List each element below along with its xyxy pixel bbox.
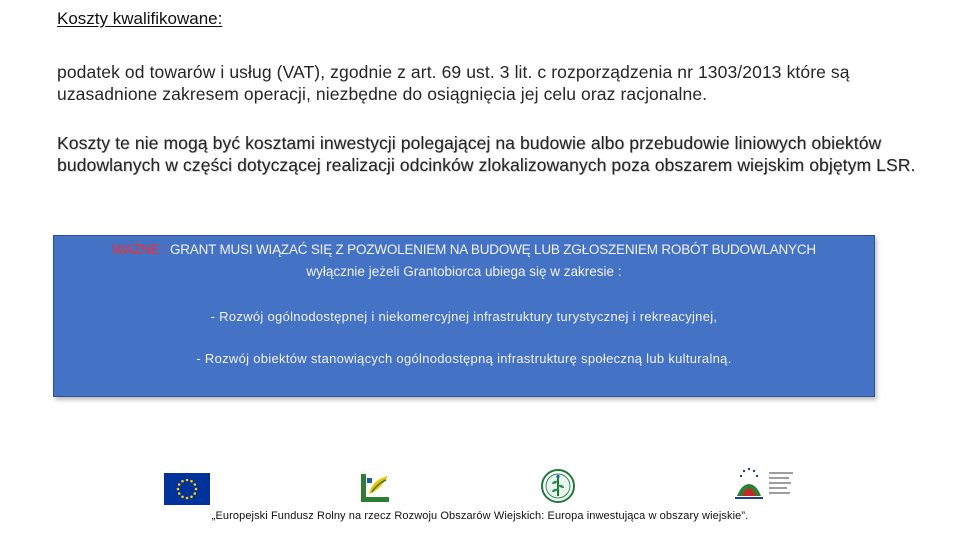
info-box-item-social: - Rozwój obiektów stanowiących ogólnodostępną infrastrukturę społeczną lub kulturalną. <box>196 351 732 366</box>
info-box-item-tourism: - Rozwój ogólnodostępnej i niekomercyjnej infrastruktury turystycznej i rekreacyjnej, <box>210 309 718 324</box>
important-info-box <box>53 235 875 397</box>
footer-caption: „Europejski Fundusz Rolny na rzecz Rozwoju Obszarów Wiejskich: Europa inwestująca w obszary wiejskie”. <box>211 510 749 522</box>
info-box-subheading: wyłącznie jeżeli Grantobiorca ubiega się w zakresie : <box>306 264 622 279</box>
prow-logo <box>541 469 575 503</box>
eu-flag-logo <box>164 473 210 505</box>
heading-text: GRANT MUSI WIĄZAĆ SIĘ Z POZWOLENIEM NA BUDOWĘ LUB ZGŁOSZENIEM ROBÓT BUDOWLANYCH <box>166 242 816 257</box>
slide-title: Koszty kwalifikowane: <box>57 9 223 28</box>
leader-logo <box>360 472 391 504</box>
ministry-logo <box>733 466 797 502</box>
costs-exclusion-paragraph: Koszty te nie mogą być kosztami inwestycji polegającej na budowie albo przebudowie liniowych obiektów budowlanych w części dotyczącej realizacji odcinków zlokalizowanych poza obszarem wiejskim objętym LSR. <box>57 133 916 175</box>
info-box-heading <box>54 241 874 259</box>
leader-icon <box>360 472 391 504</box>
eu-stars-icon <box>164 473 210 505</box>
prow-emblem-icon <box>541 469 575 503</box>
ministry-emblem-icon <box>733 466 797 502</box>
vat-paragraph: podatek od towarów i usług (VAT), zgodnie z art. 69 ust. 3 lit. c rozporządzenia nr 1303/2013 które są uzasadnione zakresem operacji, niezbędne do osiągnięcia jej celu oraz racjonalne. <box>57 62 850 104</box>
important-label: WAŻNE : <box>112 242 167 257</box>
